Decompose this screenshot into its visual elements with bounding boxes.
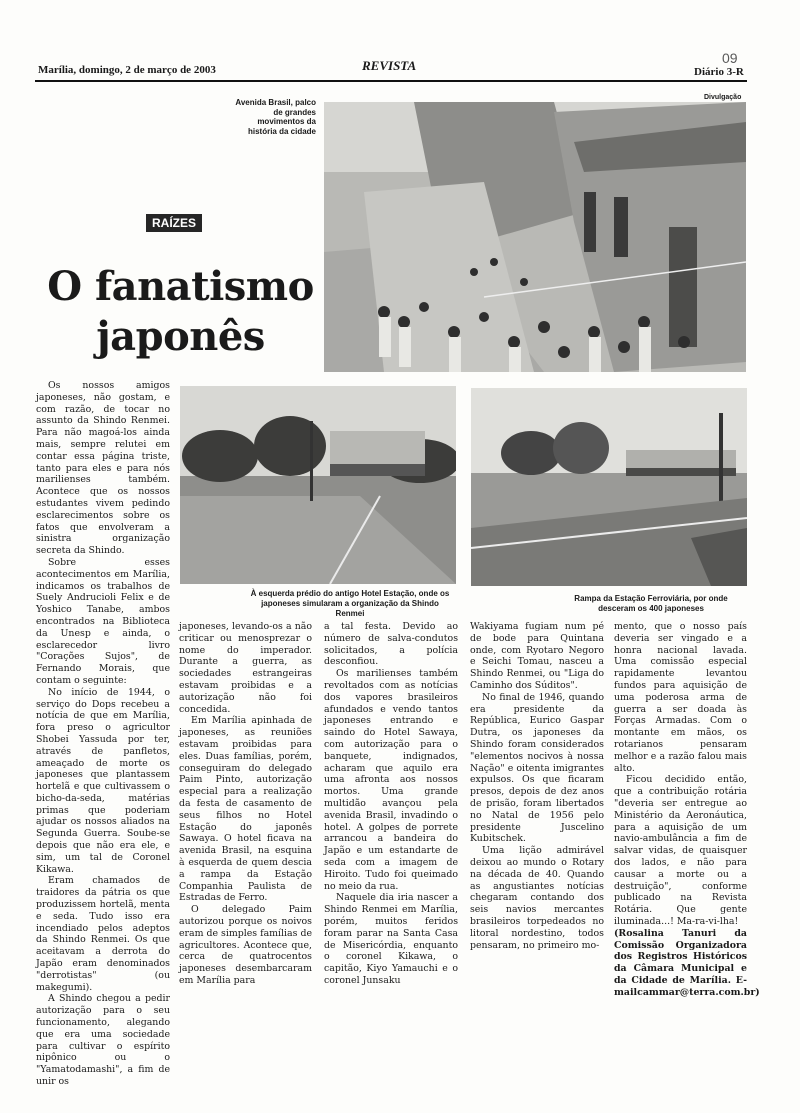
article-column-3 <box>324 621 458 987</box>
article-column-1 <box>36 380 170 1088</box>
header-date-line: Marília, domingo, 2 de março de 2003 <box>38 64 216 76</box>
header-page-label: Diário 3-R <box>694 66 744 78</box>
hotel-photo-caption: À esquerda prédio do antigo Hotel Estação, onde os japoneses simularam a organização da Shindo Renmei <box>250 589 450 618</box>
paragraph: Os nossos amigos japoneses, não gostam, e com razão, de tocar no assunto da Shindo Renmei. Para não magoá-los ainda mais, sempre relutei em contar essa página triste, tanto para eles e para nós marilienses também. Acontece que os nossos estudantes vivem pedindo esclarecimentos sobre os fatos que envolveram a sinistra organização secreta da Shindo. <box>36 380 170 557</box>
article-column-5 <box>614 621 760 999</box>
paragraph: japoneses, levando-os a não criticar ou menosprezar o nome do imperador. Durante a guerra, as sociedades estrangeiras estavam proibidas e a autorização não foi concedida. <box>179 621 312 715</box>
paragraph: Sobre esses acontecimentos em Marília, indicamos os trabalhos de Suely Andrucioli Felix e de Yoshico Tanabe, ambos encontrados na Biblioteca da Unesp e ainda, o esclarecedor livro "Corações Sujos", de Fernando Morais, que contam o seguinte: <box>36 556 170 686</box>
paragraph: Wakiyama fugiam num pé de bode para Quintana onde, com Ryotaro Negoro e Seichi Tomau, nasceu a Shindo Renmei, ou "Liga do Caminho dos Súditos". <box>470 621 604 691</box>
paragraph: O delegado Paim autorizou porque os noivos eram de simples famílias de agricultores. Acontece que, cerca de quatrocentos japoneses desembarcaram em Marília para <box>179 904 312 986</box>
photo-credit: Divulgação <box>704 94 742 101</box>
paragraph: mento, que o nosso país deveria ser vingado e a honra nacional lavada. Uma comissão especial rapidamente levantou fundos para aquisição de uma poderosa arma de guerra a ser doada às Forças Armadas. Com o montante em mãos, os rotarianos pensaram melhor e a razão falou mais alto. <box>614 621 747 774</box>
paragraph: Em Marília apinhada de japoneses, as reuniões estavam proibidas para eles. Duas famílias, porém, conseguiram do delegado Paim Pinto, autorização especial para a realização da festa de casamento de seus filhos no Hotel Estação do japonês Sawaya. O hotel ficava na avenida Brasil, na esquina à esquerda de quem descia a rampa da Estação Companhia Paulista de Estradas de Ferro. <box>179 715 312 904</box>
section-tag: RAÍZES <box>146 214 202 232</box>
hotel-estacao-photo <box>180 386 456 584</box>
paragraph: Naquele dia iria nascer a Shindo Renmei em Marília, porém, muitos feridos foram parar na Santa Casa de Misericórdia, enquanto o coronel Kikawa, o capitão, Kiyo Yamauchi e o coronel Junsaku <box>324 892 458 986</box>
title-line-1: O fanatismo <box>47 263 314 310</box>
header-section-name: REVISTA <box>362 58 417 73</box>
article-column-2 <box>179 621 312 987</box>
paragraph: No início de 1944, o serviço do Dops recebeu a notícia de que em Marília, fora preso o agricultor Shobei Yassuda por ter, através de panfletos, ameaçado de morte os japoneses que plantassem hortelã e que cultivassem o bicho-da-seda, matérias primas que poderiam ajudar os nossos aliados na Segunda Guerra. Soube-se depois que não era ele, e sim, um tal de Coronel Kikawa. <box>36 686 170 875</box>
paragraph: No final de 1946, quando era presidente da República, Eurico Gaspar Dutra, os japoneses da Shindo foram considerados "elementos nocivos à nossa Nação" e oitenta imigrantes expulsos. Os que ficaram presos, depois de dez anos de prisão, foram libertados no Natal de 1956 pelo presidente Juscelino Kubitschek. <box>470 691 604 845</box>
handwritten-page-number: 09 <box>722 50 738 66</box>
paragraph: Uma lição admirável deixou ao mundo o Rotary na década de 40. Quando as angustiantes notícias chegaram contando dos seis navios mercantes brasileiros torpedeados no litoral nordestino, todos pensaram, no primeiro mo- <box>470 845 604 951</box>
article-title <box>38 262 323 362</box>
estacao-ferroviaria-photo <box>471 388 747 586</box>
paragraph: Eram chamados de traidores da pátria os que produzissem hortelã, menta e seda. Tudo isso era incendiado pelos adeptos da Shindo Renmei. Os que aceitavam a derrota do Japão eram denominados "derrotistas" (ou makegumi). <box>36 875 170 993</box>
title-line-2: japonês <box>96 313 265 360</box>
author-signature: (Rosalina Tanuri da Comissão Organizadora dos Registros Históricos da Câmara Municipal e da Cidade de Marília. E-mailcammar@terra.com.br) <box>614 927 760 998</box>
paragraph: A Shindo chegou a pedir autorização para o seu funcionamento, alegando que era uma sociedade para cultivar o espírito nipônico ou o "Yamatodamashi", a fim de unir os <box>36 993 170 1088</box>
station-photo-caption: Rampa da Estação Ferroviária, por onde desceram os 400 japoneses <box>574 594 728 613</box>
paragraph: Os marilienses também revoltados com as notícias dos vapores brasileiros afundados e vendo tantos japoneses entrando e saindo do Hotel Sawaya, com autorização para o banquete, indignados, acharam que aquilo era uma afronta aos nossos mortos. Uma grande multidão avançou pela avenida Brasil, invadindo o hotel. A golpes de porrete arrancou a bandeira do Japão e um estandarte de seda com a imagem de Hiroito. Tudo foi queimado no meio da rua. <box>324 668 458 892</box>
article-column-4 <box>470 621 604 951</box>
avenida-brasil-photo <box>324 102 746 372</box>
header-rule <box>35 80 747 82</box>
paragraph: a tal festa. Devido ao número de salva-condutos solicitados, a polícia desconfiou. <box>324 621 458 668</box>
top-photo-caption: Avenida Brasil, palco de grandes movimentos da história da cidade <box>235 98 316 136</box>
paragraph: Ficou decidido então, que a contribuição rotária "deveria ser entregue ao Ministério da Aeronáutica, para a aquisição de um navio-ambulância a fim de salvar vidas, de quaisquer dos lados, e não para causar a morte ou a destruição", conforme publicado na Revista Rotária. Que gente iluminada...! Ma-ra-vi-lha! <box>614 774 747 927</box>
